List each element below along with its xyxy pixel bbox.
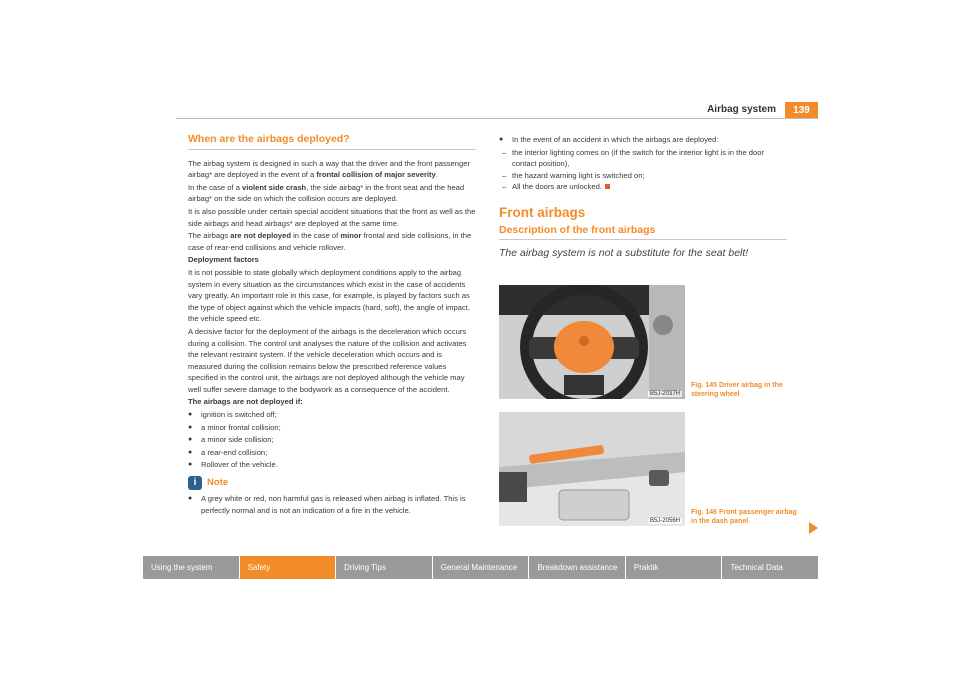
figure-code: B5J-2037H bbox=[649, 391, 680, 397]
tab-safety[interactable]: Safety bbox=[240, 556, 337, 579]
dash-panel-figure bbox=[499, 412, 685, 526]
paragraph: The airbag system is designed in such a way that the driver and the front passenger airbag* are deployed in the event of a frontal collision of major severity. bbox=[188, 158, 470, 180]
tab-technical-data[interactable]: Technical Data bbox=[722, 556, 818, 579]
paragraph: The airbags are not deployed in the case of minor frontal and side collisions, in the case of rear-end collisions and vehicle rollover. bbox=[188, 231, 472, 252]
info-icon: i bbox=[188, 476, 202, 490]
end-marker-icon bbox=[605, 184, 610, 189]
header-rule bbox=[176, 118, 818, 119]
dash-item: – the interior lighting comes on (if the switch for the interior light is in the door contact position), bbox=[499, 147, 787, 170]
running-title: Airbag system bbox=[707, 104, 776, 115]
chapter-tabs bbox=[143, 556, 818, 579]
paragraph: In the case of a violent side crash, the side airbag* in the front seat and the head airbag* on the side on which the collision occurs are deployed. bbox=[188, 182, 465, 204]
tab-breakdown-assistance[interactable]: Breakdown assistance bbox=[529, 556, 626, 579]
list-item: ● a rear-end collision; bbox=[188, 447, 476, 459]
page-header bbox=[176, 102, 818, 119]
list-item: ● ignition is switched off; bbox=[188, 409, 476, 421]
paragraph: It is also possible under certain special accident situations that the front as well as the side airbags and head airbags* are deployed at the same time. bbox=[188, 206, 476, 228]
dash-item: – All the doors are unlocked. bbox=[499, 181, 787, 193]
figure-code: B5J-2056H bbox=[649, 518, 680, 524]
subtitle: The airbag system is not a substitute for the seat belt! bbox=[499, 247, 749, 260]
tab-driving-tips[interactable]: Driving Tips bbox=[336, 556, 433, 579]
steering-wheel-figure bbox=[499, 285, 685, 399]
list-item: ● Rollover of the vehicle. bbox=[188, 459, 476, 471]
tab-using-the-system[interactable]: Using the system bbox=[143, 556, 240, 579]
dash-item: – the hazard warning light is switched on; bbox=[499, 170, 787, 182]
note-title: Note bbox=[207, 477, 229, 489]
list-item: ● a minor side collision; bbox=[188, 434, 476, 446]
note-header bbox=[188, 476, 476, 490]
note-text: ● A grey white or red, non harmful gas is released when airbag is inflated. This is perfectly normal and is not an indication of a fire in the vehicle. bbox=[188, 493, 476, 516]
right-column bbox=[499, 134, 787, 268]
list-item: ● a minor frontal collision; bbox=[188, 422, 476, 434]
left-column bbox=[188, 134, 476, 517]
page-number: 139 bbox=[785, 102, 818, 119]
dash-airbag-illustration bbox=[499, 412, 685, 526]
chapter-title: Front airbags bbox=[499, 204, 586, 220]
tab-general-maintenance[interactable]: General Maintenance bbox=[433, 556, 530, 579]
steering-wheel-illustration bbox=[499, 285, 685, 399]
subheading: The airbags are not deployed if: bbox=[188, 397, 303, 407]
paragraph: A decisive factor for the deployment of the airbags is the deceleration which occurs during a collision. The control unit analyses the nature of the collision and activates the relevant restraint system. If the vehicle deceleration which occurs and is measured during the collision remains below the prescribed reference values specified in the control unit, the airbags are not deployed although the vehicle may well suffer severe damage to the bodywork as a consequence of the accident. bbox=[188, 326, 467, 394]
list-item: ● In the event of an accident in which the airbags are deployed: bbox=[499, 134, 787, 146]
subsection-title: Description of the front airbags bbox=[499, 225, 787, 241]
continue-arrow-icon bbox=[809, 522, 818, 534]
figure-caption: Fig. 146 Front passenger airbag in the dash panel bbox=[691, 509, 797, 525]
figure-caption: Fig. 145 Driver airbag in the steering wheel bbox=[691, 382, 783, 398]
tab-praktik[interactable]: Praktik bbox=[626, 556, 723, 579]
section-heading: When are the airbags deployed? bbox=[188, 134, 476, 150]
paragraph: It is not possible to state globally which deployment conditions apply to the airbag system in every situation as the circumstances which exist in the case of accidents vary greatly. An important role in this case, for example, is played by factors such as the type of object against which the vehicle impacts (hard, soft), the angle of impact, the vehicle speed etc. bbox=[188, 267, 470, 324]
subheading: Deployment factors bbox=[188, 255, 259, 265]
